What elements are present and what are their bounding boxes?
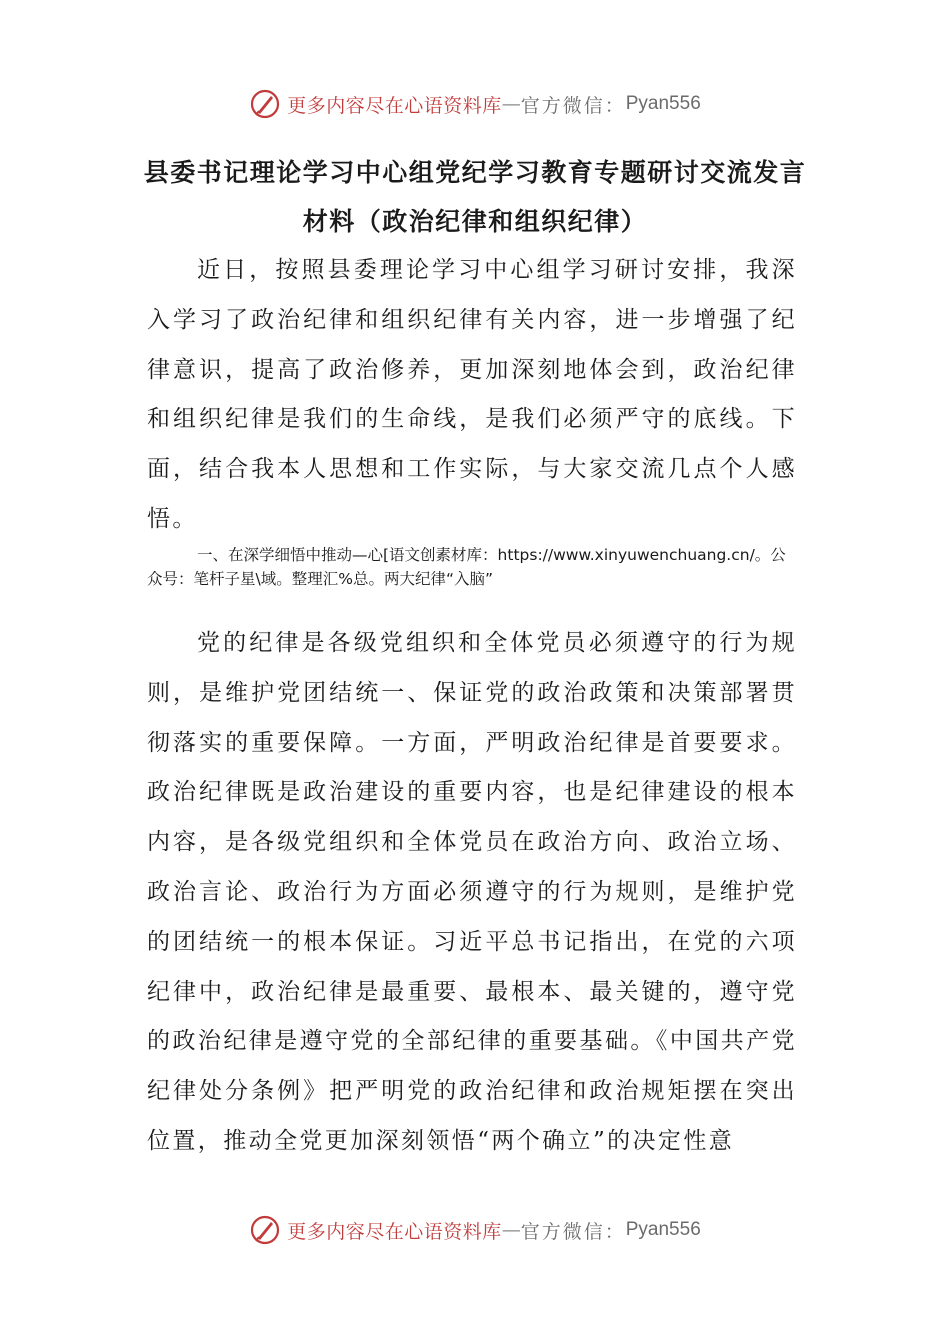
body-paragraph-1: 近日，按照县委理论学习中心组学习研讨安排，我深入学习了政治纪律和组织纪律有关内容，进一步增强了纪律意识，提高了政治修养，更加深刻地体会到，政治纪律和组织纪律是我们的生命线，是我们必须严守的底线。下面，结合我本人思想和工作实际，与大家交流几点个人感悟。 xyxy=(147,257,797,532)
wechat-handle: Pyan556 xyxy=(625,1219,701,1240)
body-paragraph-2: 党的纪律是各级党组织和全体党员必须遵守的行为规则，是维护党团结统一、保证党的政治政策和决策部署贯彻落实的重要保障。一方面，严明政治纪律是首要要求。政治纪律既是政治建设的重要内容，也是纪律建设的根本内容，是各级党组织和全体党员在政治方向、政治立场、政治言论、政治行为方面必须遵守的行为规则，是维护党的团结统一的根本保证。习近平总书记指出，在党的六项纪律中，政治纪律是最重要、最根本、最关键的，遵守党的政治纪律是遵守党的全部纪律的重要基础。《中国共产党纪律处分条例》把严明党的政治纪律和政治规矩摆在突出位置，推动全党更加深刻领悟“两个确立”的决定性意 xyxy=(147,630,797,1154)
quill-logo-icon xyxy=(249,1214,281,1246)
promo-text: 更多内容尽在心语资料库 xyxy=(287,1220,502,1243)
section-heading-1: 一、在深学细悟中推动—心[语文创素材库：https://www.xinyuwenchuang.cn/。公众号：笔杆子星\域。整理汇%总。两大纪律“入脑” xyxy=(147,546,786,588)
banner-dash: — xyxy=(501,93,521,115)
wechat-label: 官方微信： xyxy=(520,94,626,117)
header-banner xyxy=(0,82,950,126)
quill-logo-icon xyxy=(249,88,281,120)
promo-text: 更多内容尽在心语资料库 xyxy=(287,94,502,117)
banner-dash: — xyxy=(501,1219,521,1241)
document-title-line1: 县委书记理论学习中心组党纪学习教育专题研讨交流发言 xyxy=(143,158,807,187)
footer-banner xyxy=(0,1208,950,1252)
document-title-line2: 材料（政治纪律和组织纪律） xyxy=(302,207,648,236)
wechat-label: 官方微信： xyxy=(520,1220,626,1243)
wechat-handle: Pyan556 xyxy=(625,93,701,114)
